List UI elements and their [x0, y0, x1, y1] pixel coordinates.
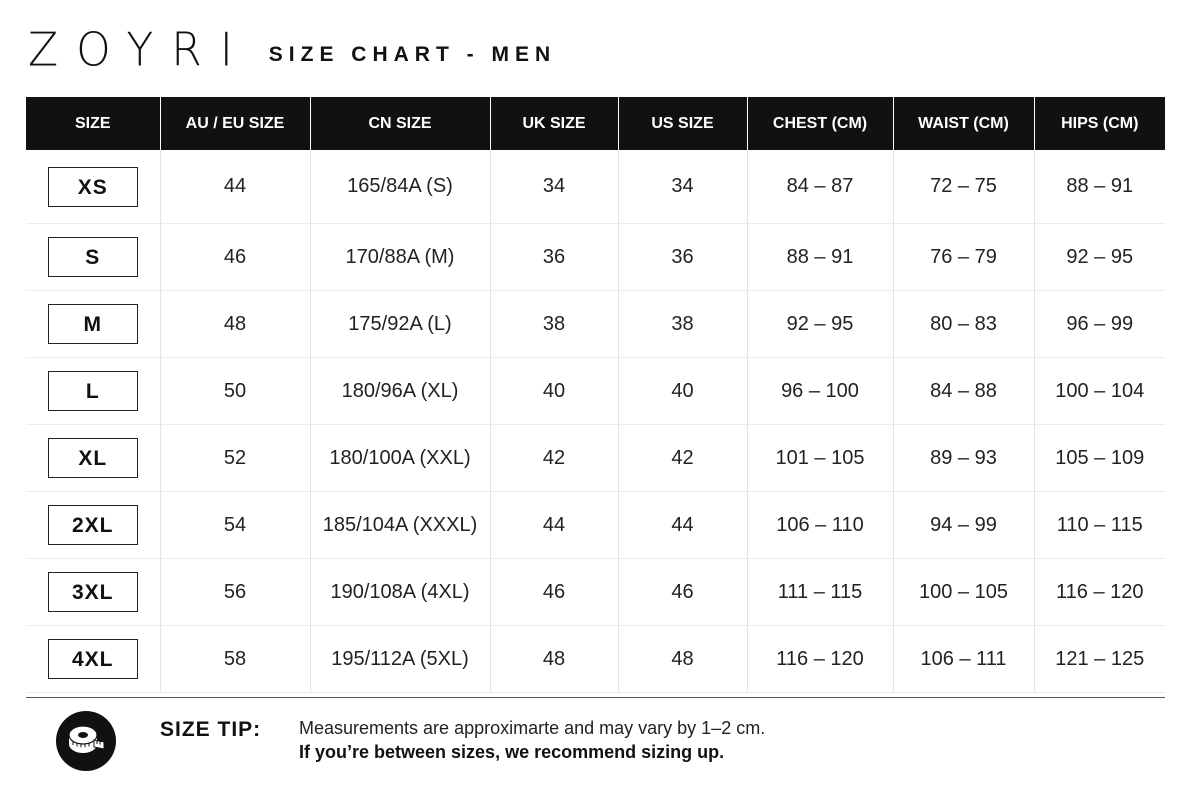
table-cell: 96 – 99 — [1034, 291, 1165, 358]
size-cell — [26, 492, 160, 559]
table-header-row — [26, 97, 1165, 150]
table-cell: 94 – 99 — [893, 492, 1034, 559]
table-cell: 58 — [160, 626, 310, 693]
table-cell: 46 — [490, 559, 618, 626]
size-label-box: XS — [48, 167, 138, 207]
divider — [26, 697, 1165, 698]
table-cell: 116 – 120 — [1034, 559, 1165, 626]
table-cell: 42 — [618, 425, 747, 492]
table-cell: 185/104A (XXXL) — [310, 492, 490, 559]
table-cell: 36 — [618, 224, 747, 291]
column-header: SIZE — [26, 97, 160, 150]
size-tip-label: SIZE TIP: — [160, 718, 262, 741]
table-cell: 88 – 91 — [747, 224, 893, 291]
size-label-box: L — [48, 371, 138, 411]
table-row — [26, 291, 1165, 358]
column-header: CN SIZE — [310, 97, 490, 150]
table-cell: 44 — [618, 492, 747, 559]
table-header — [26, 97, 1165, 150]
table-cell: 34 — [618, 150, 747, 224]
table-cell: 180/100A (XXL) — [310, 425, 490, 492]
table-row — [26, 150, 1165, 224]
size-tip-text: Measurements are approximarte and may vary by 1–2 cm. — [299, 718, 766, 738]
size-cell — [26, 559, 160, 626]
table-cell: 105 – 109 — [1034, 425, 1165, 492]
size-cell — [26, 224, 160, 291]
table-cell: 92 – 95 — [747, 291, 893, 358]
header — [28, 23, 557, 78]
size-cell — [26, 291, 160, 358]
table-body — [26, 150, 1165, 693]
table-cell: 40 — [618, 358, 747, 425]
size-label-box: 3XL — [48, 572, 138, 612]
table-cell: 96 – 100 — [747, 358, 893, 425]
table-cell: 40 — [490, 358, 618, 425]
column-header: HIPS (CM) — [1034, 97, 1165, 150]
table-cell: 76 – 79 — [893, 224, 1034, 291]
table-row — [26, 559, 1165, 626]
size-label-box: 4XL — [48, 639, 138, 679]
table-cell: 46 — [618, 559, 747, 626]
table-cell: 84 – 87 — [747, 150, 893, 224]
table-cell: 52 — [160, 425, 310, 492]
column-header: WAIST (CM) — [893, 97, 1034, 150]
size-label-box: S — [48, 237, 138, 277]
table-cell: 38 — [618, 291, 747, 358]
table-cell: 170/88A (M) — [310, 224, 490, 291]
size-cell — [26, 358, 160, 425]
table-cell: 121 – 125 — [1034, 626, 1165, 693]
brand-logo: ZOYRI — [28, 23, 251, 78]
table-cell: 36 — [490, 224, 618, 291]
size-label-box: XL — [48, 438, 138, 478]
table-cell: 38 — [490, 291, 618, 358]
table-cell: 34 — [490, 150, 618, 224]
table-row — [26, 358, 1165, 425]
table-cell: 88 – 91 — [1034, 150, 1165, 224]
column-header: UK SIZE — [490, 97, 618, 150]
table-row — [26, 224, 1165, 291]
table-cell: 80 – 83 — [893, 291, 1034, 358]
page-title: SIZE CHART - MEN — [268, 43, 557, 66]
table-row — [26, 425, 1165, 492]
size-cell — [26, 150, 160, 224]
table-cell: 56 — [160, 559, 310, 626]
table-cell: 72 – 75 — [893, 150, 1034, 224]
table-cell: 100 – 104 — [1034, 358, 1165, 425]
column-header: AU / EU SIZE — [160, 97, 310, 150]
table-cell: 54 — [160, 492, 310, 559]
table-row — [26, 626, 1165, 693]
table-cell: 50 — [160, 358, 310, 425]
table-cell: 84 – 88 — [893, 358, 1034, 425]
table-cell: 110 – 115 — [1034, 492, 1165, 559]
table-cell: 44 — [160, 150, 310, 224]
table-cell: 195/112A (5XL) — [310, 626, 490, 693]
table-cell: 44 — [490, 492, 618, 559]
table-cell: 48 — [160, 291, 310, 358]
size-cell — [26, 626, 160, 693]
column-header: CHEST (CM) — [747, 97, 893, 150]
table-cell: 48 — [490, 626, 618, 693]
table-cell: 165/84A (S) — [310, 150, 490, 224]
table-cell: 101 – 105 — [747, 425, 893, 492]
measuring-tape-icon — [56, 711, 116, 771]
table-cell: 48 — [618, 626, 747, 693]
table-cell: 92 – 95 — [1034, 224, 1165, 291]
table-cell: 106 – 110 — [747, 492, 893, 559]
table-cell: 175/92A (L) — [310, 291, 490, 358]
size-table — [26, 97, 1165, 693]
table-cell: 180/96A (XL) — [310, 358, 490, 425]
size-label-box: M — [48, 304, 138, 344]
table-row — [26, 492, 1165, 559]
table-cell: 42 — [490, 425, 618, 492]
table-cell: 106 – 111 — [893, 626, 1034, 693]
column-header: US SIZE — [618, 97, 747, 150]
table-cell: 190/108A (4XL) — [310, 559, 490, 626]
size-label-box: 2XL — [48, 505, 138, 545]
table-cell: 111 – 115 — [747, 559, 893, 626]
table-cell: 116 – 120 — [747, 626, 893, 693]
size-tip-recommendation: If you’re between sizes, we recommend sizing up. — [299, 742, 725, 762]
table-cell: 100 – 105 — [893, 559, 1034, 626]
size-cell — [26, 425, 160, 492]
table-cell: 46 — [160, 224, 310, 291]
table-cell: 89 – 93 — [893, 425, 1034, 492]
